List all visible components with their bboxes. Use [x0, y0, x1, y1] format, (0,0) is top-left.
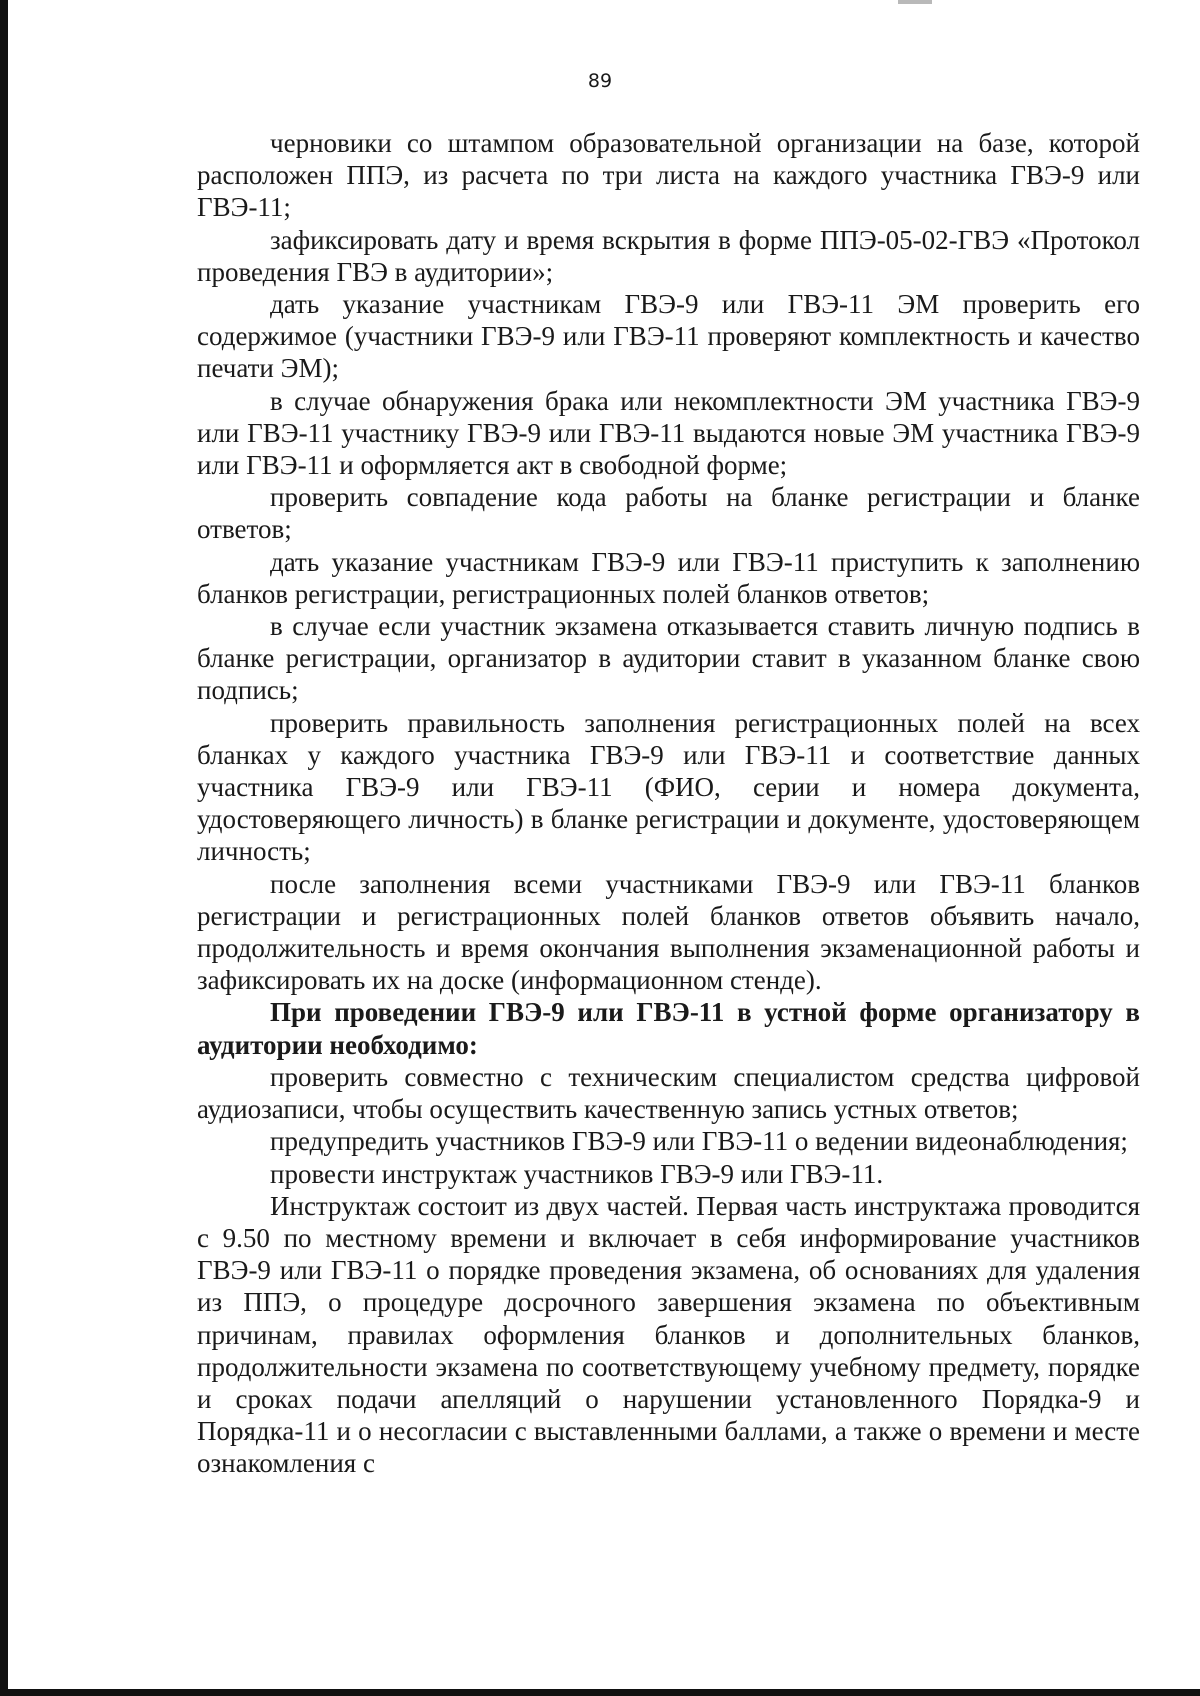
- paragraph: проверить совместно с техническим специалистом средства цифровой аудиозаписи, чтобы осуществить качественную запись устных ответов;: [197, 1061, 1140, 1125]
- scan-edge-left: [0, 0, 8, 1696]
- paragraph: проверить совпадение кода работы на бланке регистрации и бланке ответов;: [197, 482, 1140, 545]
- paragraph: зафиксировать дату и время вскрытия в форме ППЭ-05-02-ГВЭ «Протокол проведения ГВЭ в аудитории»;: [197, 224, 1140, 287]
- paragraph: черновики со штампом образовательной организации на базе, которой расположен ППЭ, из расчета по три листа на каждого участника ГВЭ-9 или ГВЭ-11;: [197, 128, 1140, 223]
- paragraph: дать указание участникам ГВЭ-9 или ГВЭ-11 приступить к заполнению бланков регистрации, регистрационных полей бланков ответов;: [197, 546, 1140, 609]
- paragraph: в случае обнаружения брака или некомплектности ЭМ участника ГВЭ-9 или ГВЭ-11 участнику ГВЭ-9 или ГВЭ-11 выдаются новые ЭМ участника ГВЭ-9 или ГВЭ-11 и оформляется акт в свободной форме;: [197, 385, 1140, 481]
- paragraph: провести инструктаж участников ГВЭ-9 или ГВЭ-11.: [270, 1158, 884, 1189]
- paragraph: предупредить участников ГВЭ-9 или ГВЭ-11 о ведении видеонаблюдения;: [270, 1126, 1128, 1157]
- paragraph: Инструктаж состоит из двух частей. Первая часть инструктажа проводится с 9.50 по местному времени и включает в себя информирование участников ГВЭ-9 или ГВЭ-11 о порядке проведения экзамена, об основаниях для удаления из ППЭ, о процедуре досрочного завершения экзамена по объективным причинам, правилах оформления бланков и дополнительных бланков, продолжительности экзамена по соответствующему учебному предмету, порядке и сроках подачи апелляций о нарушении установленного Порядка-9 и Порядка-11 и о несогласии с выставленными баллами, а также о времени и месте ознакомления с: [197, 1190, 1140, 1479]
- scan-edge-bottom: [0, 1689, 1200, 1696]
- paragraph: после заполнения всеми участниками ГВЭ-9 или ГВЭ-11 бланков регистрации и регистрационных полей бланков ответов объявить начало, продолжительность и время окончания выполнения экзаменационной работы и зафиксировать их на доске (информационном стенде).: [197, 868, 1140, 996]
- page-number: 89: [587, 70, 613, 92]
- paragraph: в случае если участник экзамена отказывается ставить личную подпись в бланке регистрации, организатор в аудитории ставит в указанном бланке свою подпись;: [197, 611, 1140, 706]
- section-heading: При проведении ГВЭ-9 или ГВЭ-11 в устной форме организатору в аудитории необходимо:: [197, 997, 1140, 1060]
- paragraph: проверить правильность заполнения регистрационных полей на всех бланках у каждого участника ГВЭ-9 или ГВЭ-11 и соответствие данных участника ГВЭ-9 или ГВЭ-11 (ФИО, серии и номера документа, удостоверяющего личность) в бланке регистрации и документе, удостоверяющем личность;: [197, 707, 1140, 867]
- scan-smudge: [898, 0, 932, 4]
- paragraph: дать указание участникам ГВЭ-9 или ГВЭ-11 ЭМ проверить его содержимое (участники ГВЭ-9 или ГВЭ-11 проверяют комплектность и качество печати ЭМ);: [197, 289, 1140, 384]
- document-body: [197, 127, 1140, 1480]
